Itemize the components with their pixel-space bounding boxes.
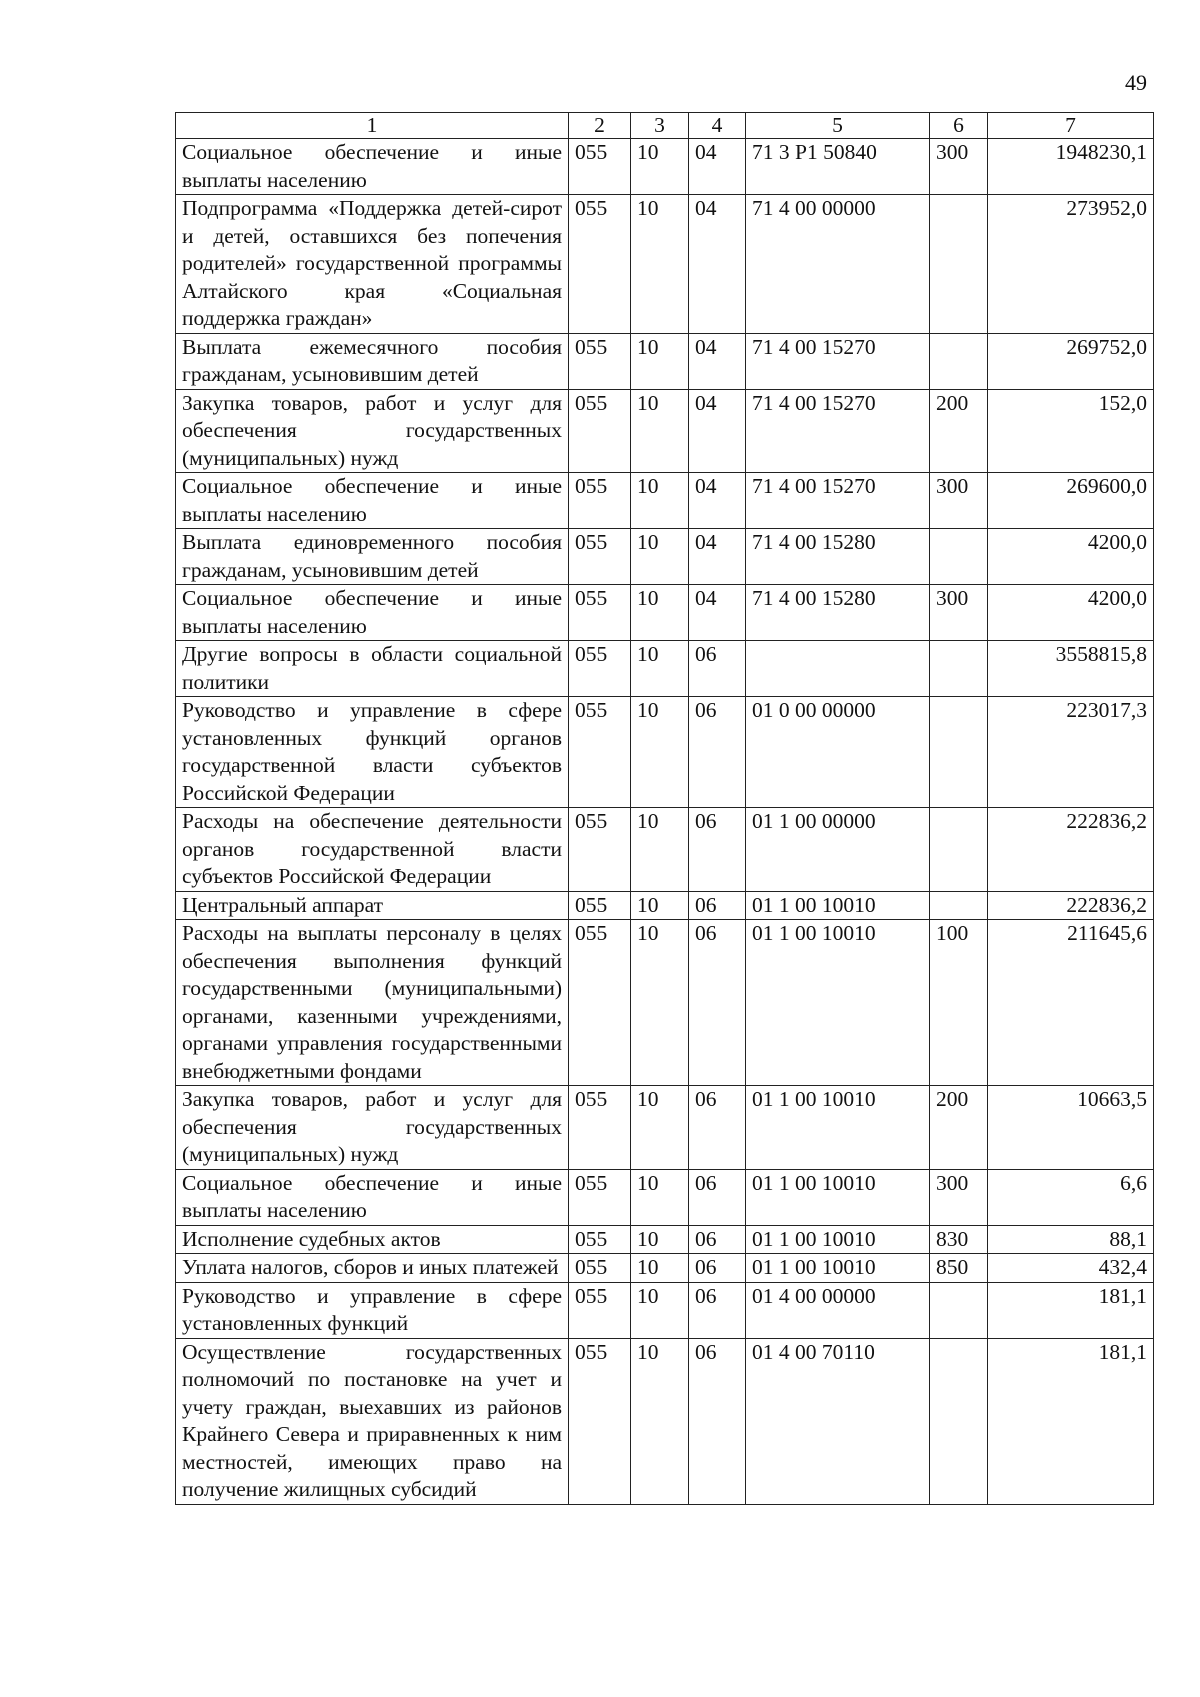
target-item-cell: 71 4 00 15280: [746, 585, 930, 641]
col-header-1: 1: [176, 113, 569, 139]
subsection-cell: 04: [689, 529, 746, 585]
admin-code-cell: 055: [569, 333, 631, 389]
table-row: [176, 1225, 1154, 1254]
subsection-cell: 06: [689, 1169, 746, 1225]
admin-code-cell: 055: [569, 641, 631, 697]
table-row: [176, 1086, 1154, 1170]
target-item-cell: 71 4 00 15270: [746, 333, 930, 389]
amount-cell: 222836,2: [988, 891, 1154, 920]
expense-type-cell: [930, 891, 988, 920]
section-cell: 10: [631, 529, 689, 585]
target-item-cell: 01 1 00 10010: [746, 1169, 930, 1225]
expense-type-cell: [930, 1338, 988, 1504]
section-cell: 10: [631, 1338, 689, 1504]
table-row: [176, 1254, 1154, 1283]
subsection-cell: 04: [689, 333, 746, 389]
admin-code-cell: 055: [569, 1086, 631, 1170]
table-row: [176, 529, 1154, 585]
subsection-cell: 06: [689, 1338, 746, 1504]
amount-cell: 152,0: [988, 389, 1154, 473]
table-row: [176, 1169, 1154, 1225]
col-header-2: 2: [569, 113, 631, 139]
subsection-cell: 06: [689, 1282, 746, 1338]
amount-cell: 269752,0: [988, 333, 1154, 389]
target-item-cell: 01 1 00 10010: [746, 1225, 930, 1254]
amount-cell: 181,1: [988, 1338, 1154, 1504]
amount-cell: 223017,3: [988, 697, 1154, 808]
table-row: [176, 389, 1154, 473]
target-item-cell: 01 1 00 00000: [746, 808, 930, 892]
section-cell: 10: [631, 585, 689, 641]
col-header-7: 7: [988, 113, 1154, 139]
subsection-cell: 04: [689, 389, 746, 473]
target-item-cell: 01 4 00 00000: [746, 1282, 930, 1338]
amount-cell: 273952,0: [988, 195, 1154, 334]
subsection-cell: 06: [689, 697, 746, 808]
target-item-cell: 01 4 00 70110: [746, 1338, 930, 1504]
subsection-cell: 04: [689, 585, 746, 641]
target-item-cell: 01 1 00 10010: [746, 891, 930, 920]
target-item-cell: 71 4 00 15270: [746, 389, 930, 473]
section-cell: 10: [631, 333, 689, 389]
expense-type-cell: 830: [930, 1225, 988, 1254]
page-number: 49: [1125, 70, 1147, 95]
row-name-cell: Другие вопросы в области социальной политики: [176, 641, 569, 697]
expense-type-cell: 300: [930, 473, 988, 529]
table-row: [176, 641, 1154, 697]
row-name-cell: Закупка товаров, работ и услуг для обеспечения государственных (муниципальных) нужд: [176, 1086, 569, 1170]
subsection-cell: 06: [689, 808, 746, 892]
table-row: [176, 1338, 1154, 1504]
row-name-cell: Руководство и управление в сфере установленных функций органов государственной власти субъектов Российской Федерации: [176, 697, 569, 808]
expense-type-cell: [930, 1282, 988, 1338]
row-name-cell: Социальное обеспечение и иные выплаты населению: [176, 1169, 569, 1225]
amount-cell: 181,1: [988, 1282, 1154, 1338]
admin-code-cell: 055: [569, 585, 631, 641]
table-row: [176, 139, 1154, 195]
row-name-cell: Руководство и управление в сфере установленных функций: [176, 1282, 569, 1338]
subsection-cell: 06: [689, 891, 746, 920]
amount-cell: 88,1: [988, 1225, 1154, 1254]
amount-cell: 4200,0: [988, 585, 1154, 641]
col-header-6: 6: [930, 113, 988, 139]
row-name-cell: Закупка товаров, работ и услуг для обеспечения государственных (муниципальных) нужд: [176, 389, 569, 473]
table-row: [176, 585, 1154, 641]
admin-code-cell: 055: [569, 1282, 631, 1338]
row-name-cell: Выплата единовременного пособия гражданам, усыновившим детей: [176, 529, 569, 585]
expense-type-cell: 300: [930, 139, 988, 195]
table-row: [176, 1282, 1154, 1338]
section-cell: 10: [631, 473, 689, 529]
expense-type-cell: 200: [930, 1086, 988, 1170]
row-name-cell: Осуществление государственных полномочий по постановке на учет и учету граждан, выехавших из районов Крайнего Севера и приравненных к ним местностей, имеющих право на получение жилищных субсидий: [176, 1338, 569, 1504]
table-body: [176, 139, 1154, 1505]
target-item-cell: 01 0 00 00000: [746, 697, 930, 808]
subsection-cell: 06: [689, 1086, 746, 1170]
admin-code-cell: 055: [569, 920, 631, 1086]
amount-cell: 1948230,1: [988, 139, 1154, 195]
section-cell: 10: [631, 920, 689, 1086]
section-cell: 10: [631, 1282, 689, 1338]
subsection-cell: 06: [689, 641, 746, 697]
target-item-cell: 01 1 00 10010: [746, 1254, 930, 1283]
amount-cell: 3558815,8: [988, 641, 1154, 697]
admin-code-cell: 055: [569, 1338, 631, 1504]
subsection-cell: 06: [689, 1225, 746, 1254]
budget-table: [175, 112, 1154, 1505]
admin-code-cell: 055: [569, 808, 631, 892]
expense-type-cell: [930, 333, 988, 389]
amount-cell: 10663,5: [988, 1086, 1154, 1170]
col-header-4: 4: [689, 113, 746, 139]
expense-type-cell: 300: [930, 585, 988, 641]
expense-type-cell: 100: [930, 920, 988, 1086]
admin-code-cell: 055: [569, 1254, 631, 1283]
admin-code-cell: 055: [569, 139, 631, 195]
table-row: [176, 808, 1154, 892]
col-header-3: 3: [631, 113, 689, 139]
subsection-cell: 04: [689, 139, 746, 195]
expense-type-cell: [930, 808, 988, 892]
admin-code-cell: 055: [569, 529, 631, 585]
section-cell: 10: [631, 1254, 689, 1283]
section-cell: 10: [631, 1169, 689, 1225]
section-cell: 10: [631, 641, 689, 697]
expense-type-cell: [930, 697, 988, 808]
target-item-cell: 01 1 00 10010: [746, 920, 930, 1086]
admin-code-cell: 055: [569, 1169, 631, 1225]
row-name-cell: Центральный аппарат: [176, 891, 569, 920]
target-item-cell: [746, 641, 930, 697]
expense-type-cell: 300: [930, 1169, 988, 1225]
expense-type-cell: [930, 529, 988, 585]
admin-code-cell: 055: [569, 1225, 631, 1254]
subsection-cell: 06: [689, 1254, 746, 1283]
row-name-cell: Выплата ежемесячного пособия гражданам, усыновившим детей: [176, 333, 569, 389]
target-item-cell: 01 1 00 10010: [746, 1086, 930, 1170]
amount-cell: 6,6: [988, 1169, 1154, 1225]
row-name-cell: Социальное обеспечение и иные выплаты населению: [176, 585, 569, 641]
row-name-cell: Расходы на обеспечение деятельности органов государственной власти субъектов Российской Федерации: [176, 808, 569, 892]
target-item-cell: 71 4 00 00000: [746, 195, 930, 334]
subsection-cell: 04: [689, 473, 746, 529]
table-row: [176, 473, 1154, 529]
header-row: [176, 113, 1154, 139]
target-item-cell: 71 4 00 15270: [746, 473, 930, 529]
expense-type-cell: 200: [930, 389, 988, 473]
row-name-cell: Уплата налогов, сборов и иных платежей: [176, 1254, 569, 1283]
section-cell: 10: [631, 195, 689, 334]
amount-cell: 222836,2: [988, 808, 1154, 892]
admin-code-cell: 055: [569, 473, 631, 529]
admin-code-cell: 055: [569, 697, 631, 808]
table-row: [176, 891, 1154, 920]
row-name-cell: Подпрограмма «Поддержка детей-сирот и детей, оставшихся без попечения родителей» государственной программы Алтайского края «Социальная поддержка граждан»: [176, 195, 569, 334]
section-cell: 10: [631, 139, 689, 195]
amount-cell: 4200,0: [988, 529, 1154, 585]
table-row: [176, 920, 1154, 1086]
table-row: [176, 195, 1154, 334]
subsection-cell: 04: [689, 195, 746, 334]
col-header-5: 5: [746, 113, 930, 139]
target-item-cell: 71 3 Р1 50840: [746, 139, 930, 195]
admin-code-cell: 055: [569, 891, 631, 920]
row-name-cell: Социальное обеспечение и иные выплаты населению: [176, 473, 569, 529]
target-item-cell: 71 4 00 15280: [746, 529, 930, 585]
expense-type-cell: [930, 641, 988, 697]
section-cell: 10: [631, 808, 689, 892]
admin-code-cell: 055: [569, 195, 631, 334]
admin-code-cell: 055: [569, 389, 631, 473]
section-cell: 10: [631, 389, 689, 473]
expense-type-cell: [930, 195, 988, 334]
amount-cell: 432,4: [988, 1254, 1154, 1283]
amount-cell: 211645,6: [988, 920, 1154, 1086]
table-row: [176, 697, 1154, 808]
amount-cell: 269600,0: [988, 473, 1154, 529]
table-row: [176, 333, 1154, 389]
section-cell: 10: [631, 697, 689, 808]
row-name-cell: Исполнение судебных актов: [176, 1225, 569, 1254]
row-name-cell: Расходы на выплаты персоналу в целях обеспечения выполнения функций государственными (муниципальными) органами, казенными учреждениями, органами управления государственными внебюджетными фондами: [176, 920, 569, 1086]
section-cell: 10: [631, 891, 689, 920]
row-name-cell: Социальное обеспечение и иные выплаты населению: [176, 139, 569, 195]
expense-type-cell: 850: [930, 1254, 988, 1283]
subsection-cell: 06: [689, 920, 746, 1086]
section-cell: 10: [631, 1086, 689, 1170]
section-cell: 10: [631, 1225, 689, 1254]
